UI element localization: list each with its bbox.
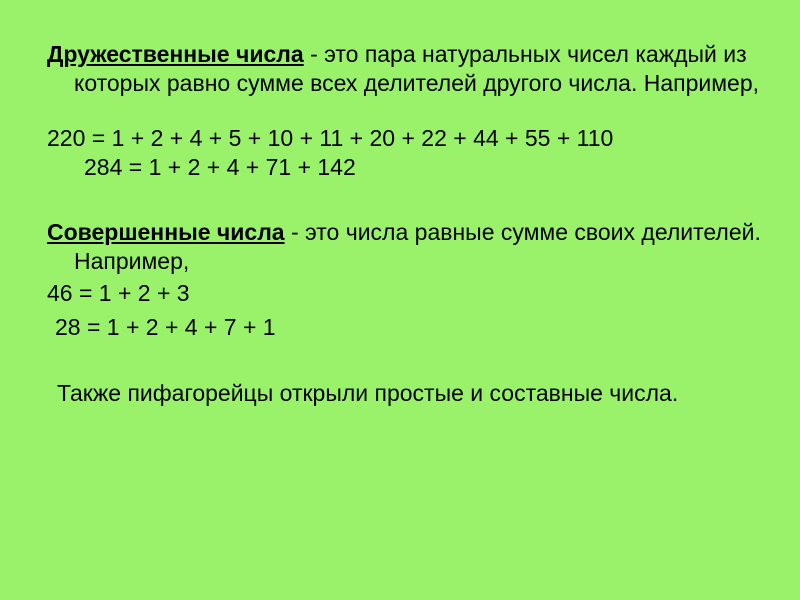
amicable-example-220: 220 = 1 + 2 + 4 + 5 + 10 + 11 + 20 + 22 + 44 + 55 + 110 [47, 125, 614, 151]
amicable-example-284: 284 = 1 + 2 + 4 + 71 + 142 [84, 154, 356, 180]
perfect-term: Совершенные числа [47, 219, 285, 245]
perfect-example-46: 46 = 1 + 2 + 3 [47, 280, 190, 306]
perfect-example-28: 28 = 1 + 2 + 4 + 7 + 1 [55, 314, 276, 340]
amicable-term: Дружественные числа [47, 41, 304, 67]
amicable-definition-text: - это пара натуральных чисел каждый из которых равно сумме всех делителей другого числа. Например, [74, 41, 760, 96]
perfect-definition [47, 218, 794, 276]
pythagoreans-note: Также пифагорейцы открыли простые и составные числа. [57, 380, 679, 406]
perfect-definition-text: - это числа равные сумме своих делителей. Например, [74, 219, 761, 274]
amicable-definition [47, 40, 794, 98]
